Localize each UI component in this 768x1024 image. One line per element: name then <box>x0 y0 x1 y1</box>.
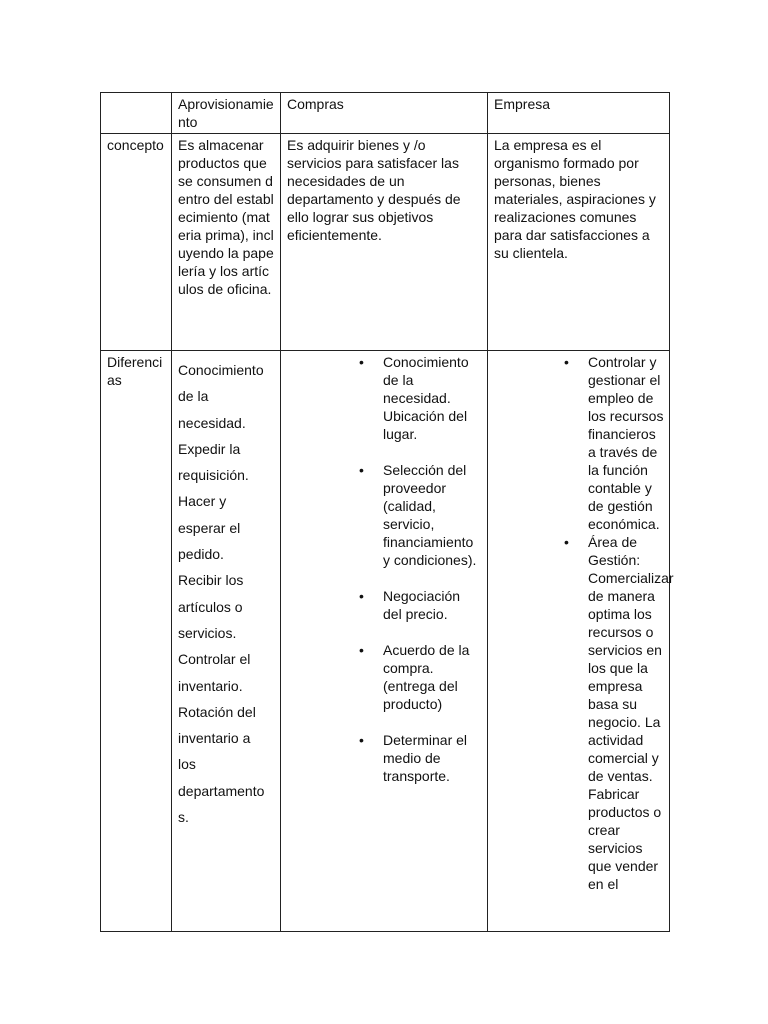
cell-concepto-compras: Es adquirir bienes y /o servicios para satisfacer las necesidades de un departamento y después de ello lograr sus objetivos eficientemente. <box>281 134 488 351</box>
list-item-text: Determinar el medio de transporte. <box>383 732 468 784</box>
list-item-text: Conocimiento de la necesidad. Ubicación del lugar. <box>383 354 469 442</box>
list-item-text: Área de Gestión: Comercializar de manera optima los recursos o servicios en los que la empresa basa su negocio. La actividad comercial y de ventas. Fabricar productos o crear servicios que vender en el <box>588 534 674 892</box>
header-cell-aprovisionamiento: Aprovisionamiento <box>172 93 281 134</box>
list-item: los <box>178 756 196 773</box>
list-item: departamento <box>178 782 265 799</box>
list-item <box>357 353 482 443</box>
list-item <box>562 353 664 533</box>
header-cell-empty <box>101 93 172 134</box>
list-item: s. <box>178 809 189 826</box>
list-item: Rotación del <box>178 703 256 720</box>
bullet-icon: • <box>359 642 364 658</box>
list-item: de la <box>178 388 209 405</box>
list-item-text: Selección del proveedor (calidad, servicio, financiamiento y condiciones). <box>383 462 477 568</box>
list-item-text: Controlar y gestionar el empleo de los recursos financieros a través de la función contable y de gestión económica. <box>588 354 664 532</box>
list-item: artículos o <box>178 598 243 615</box>
table-row-diferencias <box>101 351 670 932</box>
list-item <box>357 641 482 713</box>
list-item <box>562 533 674 893</box>
comparison-table <box>100 92 674 932</box>
list-item: esperar el <box>178 519 241 536</box>
list-item <box>357 731 482 785</box>
header-cell-empresa: Empresa <box>488 93 670 134</box>
row-label-diferencias: Diferencias <box>101 351 172 932</box>
bullet-icon: • <box>359 588 364 604</box>
list-item: Expedir la <box>178 440 241 457</box>
bullet-icon: • <box>564 534 569 550</box>
list-item: servicios. <box>178 624 237 641</box>
table-header-row <box>101 93 670 134</box>
list-item <box>357 461 482 569</box>
list-item: necesidad. <box>178 414 246 431</box>
list-item: inventario a <box>178 730 251 747</box>
list-item <box>357 587 482 623</box>
bullet-icon: • <box>564 354 569 370</box>
compras-bullet-list <box>357 353 482 785</box>
list-item: Recibir los <box>178 572 244 589</box>
bullet-icon: • <box>359 732 364 748</box>
cell-diferencias-aprovisionamiento <box>172 351 281 932</box>
list-item: requisición. <box>178 467 249 484</box>
list-item: pedido. <box>178 546 224 563</box>
list-item: Hacer y <box>178 493 227 510</box>
row-label-concepto: concepto <box>101 134 172 351</box>
cell-concepto-empresa: La empresa es el organismo formado por personas, bienes materiales, aspiraciones y realizaciones comunes para dar satisfacciones a su clientela. <box>488 134 670 351</box>
empresa-bullet-list <box>562 353 674 893</box>
cell-diferencias-empresa <box>488 351 674 932</box>
list-item: Controlar el <box>178 651 251 668</box>
bullet-icon: • <box>359 354 364 370</box>
table-row-concepto <box>101 134 670 351</box>
list-item: inventario. <box>178 677 243 694</box>
list-item-text: Acuerdo de la compra. (entrega del producto) <box>383 642 470 712</box>
aprovisionamiento-steps <box>178 357 275 830</box>
cell-diferencias-compras <box>281 351 488 932</box>
list-item: Conocimiento <box>178 362 264 378</box>
header-cell-compras: Compras <box>281 93 488 134</box>
cell-concepto-aprovisionamiento: Es almacenar productos que se consumen dentro del establecimiento (materia prima), incluyendo la papelería y los artículos de oficina. <box>172 134 281 351</box>
list-item-text: Negociación del precio. <box>383 588 461 622</box>
bullet-icon: • <box>359 462 364 478</box>
